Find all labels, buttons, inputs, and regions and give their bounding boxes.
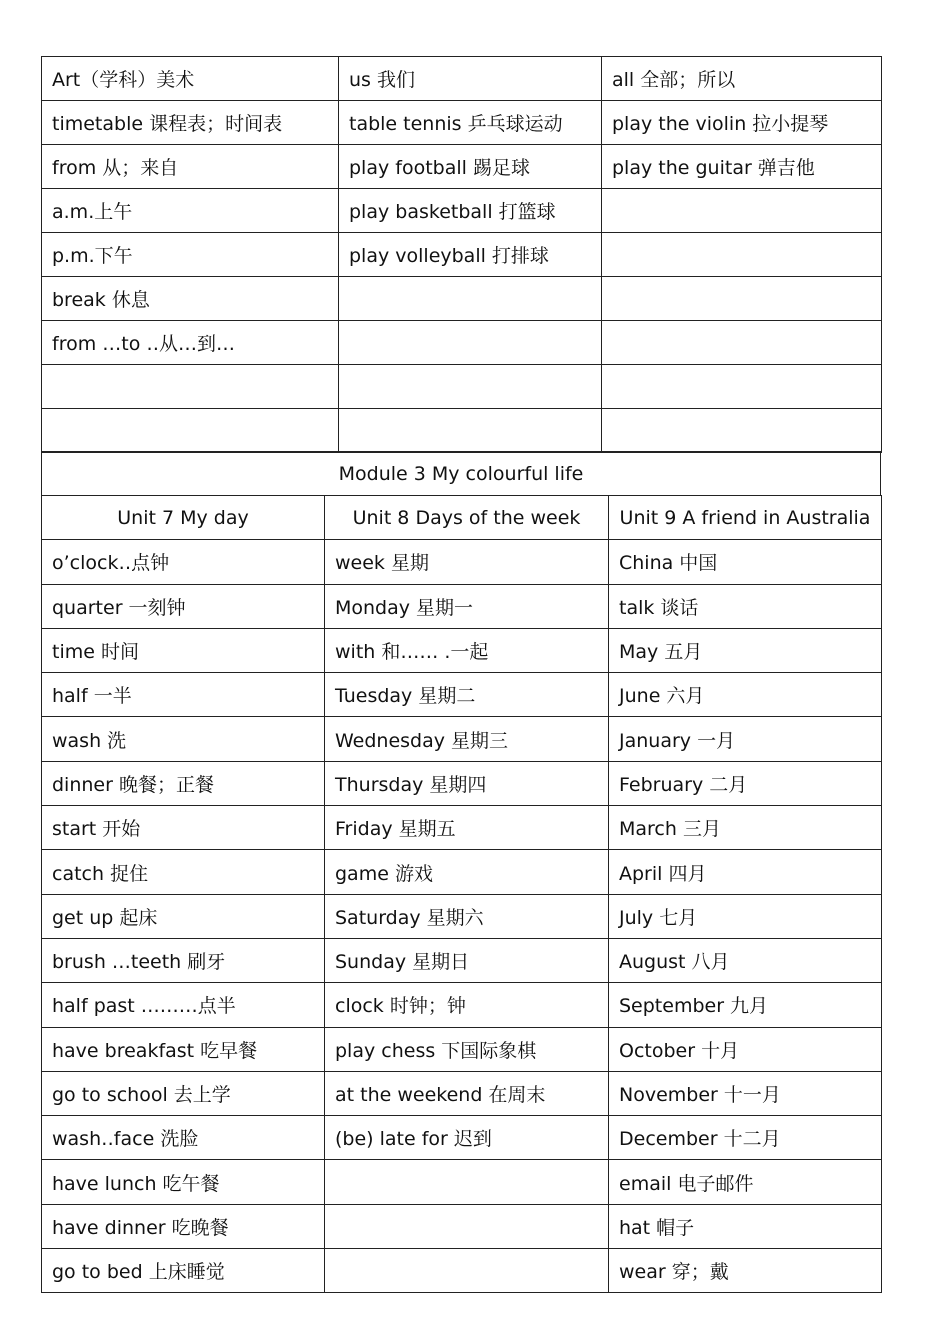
vocab-cell: wash 洗 <box>42 717 325 761</box>
vocab-cell: November 十一月 <box>609 1071 882 1115</box>
vocab-cell: half past ………点半 <box>42 983 325 1027</box>
vocab-cell <box>339 409 602 453</box>
vocab-cell: March 三月 <box>609 806 882 850</box>
vocab-cell: September 九月 <box>609 983 882 1027</box>
vocab-row <box>42 850 882 894</box>
vocab-cell: brush …teeth 刷牙 <box>42 938 325 982</box>
vocab-cell: Saturday 星期六 <box>325 894 609 938</box>
vocab-cell: email 电子邮件 <box>609 1160 882 1204</box>
vocab-cell: half 一半 <box>42 673 325 717</box>
vocab-cell: play football 踢足球 <box>339 145 602 189</box>
vocab-cell <box>339 365 602 409</box>
vocab-cell <box>602 321 882 365</box>
vocab-cell: o’clock‥点钟 <box>42 540 325 584</box>
vocab-row <box>42 1160 882 1204</box>
vocab-cell <box>602 277 882 321</box>
vocab-row <box>42 189 882 233</box>
vocab-cell: Art（学科）美术 <box>42 57 339 101</box>
vocab-cell: a.m.上午 <box>42 189 339 233</box>
vocab-cell <box>602 233 882 277</box>
vocab-row <box>42 717 882 761</box>
vocab-cell: February 二月 <box>609 761 882 805</box>
vocab-cell: from 从；来自 <box>42 145 339 189</box>
vocab-cell: January 一月 <box>609 717 882 761</box>
vocab-cell: with 和…… .一起 <box>325 628 609 672</box>
vocab-cell: from …to ‥从…到… <box>42 321 339 365</box>
vocab-cell: get up 起床 <box>42 894 325 938</box>
vocab-cell: table tennis 乒乓球运动 <box>339 101 602 145</box>
vocab-cell <box>602 365 882 409</box>
vocab-cell: go to bed 上床睡觉 <box>42 1249 325 1293</box>
vocab-row <box>42 277 882 321</box>
vocab-cell <box>602 409 882 453</box>
vocab-cell: have dinner 吃晚餐 <box>42 1204 325 1248</box>
vocab-cell: August 八月 <box>609 938 882 982</box>
vocab-cell: quarter 一刻钟 <box>42 584 325 628</box>
vocab-cell: clock 时钟；钟 <box>325 983 609 1027</box>
vocab-cell: catch 捉住 <box>42 850 325 894</box>
vocab-cell: June 六月 <box>609 673 882 717</box>
vocab-cell: play the guitar 弹吉他 <box>602 145 882 189</box>
vocab-cell <box>339 321 602 365</box>
vocab-cell: May 五月 <box>609 628 882 672</box>
vocab-cell: October 十月 <box>609 1027 882 1071</box>
vocab-row <box>42 894 882 938</box>
vocab-cell: Sunday 星期日 <box>325 938 609 982</box>
vocab-row <box>42 409 882 453</box>
vocab-cell: break 休息 <box>42 277 339 321</box>
module-title-row <box>42 452 881 496</box>
unit-7-header: Unit 7 My day <box>42 496 325 540</box>
vocab-row <box>42 365 882 409</box>
vocab-cell: Thursday 星期四 <box>325 761 609 805</box>
vocab-cell: hat 帽子 <box>609 1204 882 1248</box>
vocab-row <box>42 1204 882 1248</box>
vocab-row <box>42 761 882 805</box>
vocab-cell: p.m.下午 <box>42 233 339 277</box>
vocab-cell: play volleyball 打排球 <box>339 233 602 277</box>
vocab-cell: China 中国 <box>609 540 882 584</box>
vocab-cell: dinner 晚餐；正餐 <box>42 761 325 805</box>
vocab-row <box>42 584 882 628</box>
vocab-row <box>42 57 882 101</box>
vocab-cell: us 我们 <box>339 57 602 101</box>
vocab-cell <box>325 1249 609 1293</box>
vocab-cell: December 十二月 <box>609 1116 882 1160</box>
vocab-cell <box>42 365 339 409</box>
vocab-row <box>42 806 882 850</box>
vocab-cell: July 七月 <box>609 894 882 938</box>
vocab-cell: play chess 下国际象棋 <box>325 1027 609 1071</box>
vocab-row <box>42 321 882 365</box>
vocab-row <box>42 1249 882 1293</box>
module-title: Module 3 My colourful life <box>42 452 881 496</box>
unit-9-header: Unit 9 A friend in Australia <box>609 496 882 540</box>
vocab-cell: at the weekend 在周末 <box>325 1071 609 1115</box>
vocab-row <box>42 1027 882 1071</box>
vocab-cell: wear 穿；戴 <box>609 1249 882 1293</box>
vocab-cell: have lunch 吃午餐 <box>42 1160 325 1204</box>
vocab-row <box>42 628 882 672</box>
vocabulary-table-top <box>41 56 882 453</box>
vocab-cell <box>325 1160 609 1204</box>
vocab-cell: (be) late for 迟到 <box>325 1116 609 1160</box>
vocab-row <box>42 145 882 189</box>
vocab-row <box>42 1071 882 1115</box>
vocab-cell: start 开始 <box>42 806 325 850</box>
vocab-cell: game 游戏 <box>325 850 609 894</box>
vocab-cell: play the violin 拉小提琴 <box>602 101 882 145</box>
module-title-table <box>41 451 881 496</box>
vocab-row <box>42 938 882 982</box>
vocab-row <box>42 1116 882 1160</box>
vocab-cell <box>339 277 602 321</box>
vocab-cell <box>602 189 882 233</box>
vocab-row <box>42 540 882 584</box>
unit-8-header: Unit 8 Days of the week <box>325 496 609 540</box>
vocab-cell: week 星期 <box>325 540 609 584</box>
vocab-cell: have breakfast 吃早餐 <box>42 1027 325 1071</box>
vocab-cell: Friday 星期五 <box>325 806 609 850</box>
vocab-cell <box>42 409 339 453</box>
vocab-cell: talk 谈话 <box>609 584 882 628</box>
vocab-row <box>42 983 882 1027</box>
vocab-cell: Monday 星期一 <box>325 584 609 628</box>
vocab-row <box>42 233 882 277</box>
vocab-cell: all 全部；所以 <box>602 57 882 101</box>
vocab-cell: timetable 课程表；时间表 <box>42 101 339 145</box>
vocab-row <box>42 673 882 717</box>
vocab-cell: April 四月 <box>609 850 882 894</box>
vocab-cell: Wednesday 星期三 <box>325 717 609 761</box>
vocab-row <box>42 101 882 145</box>
vocab-cell: wash‥face 洗脸 <box>42 1116 325 1160</box>
unit-header-row <box>42 496 882 540</box>
vocab-cell: go to school 去上学 <box>42 1071 325 1115</box>
vocab-cell <box>325 1204 609 1248</box>
vocab-cell: Tuesday 星期二 <box>325 673 609 717</box>
vocab-cell: play basketball 打篮球 <box>339 189 602 233</box>
vocabulary-table-module3 <box>41 495 882 1293</box>
vocab-cell: time 时间 <box>42 628 325 672</box>
